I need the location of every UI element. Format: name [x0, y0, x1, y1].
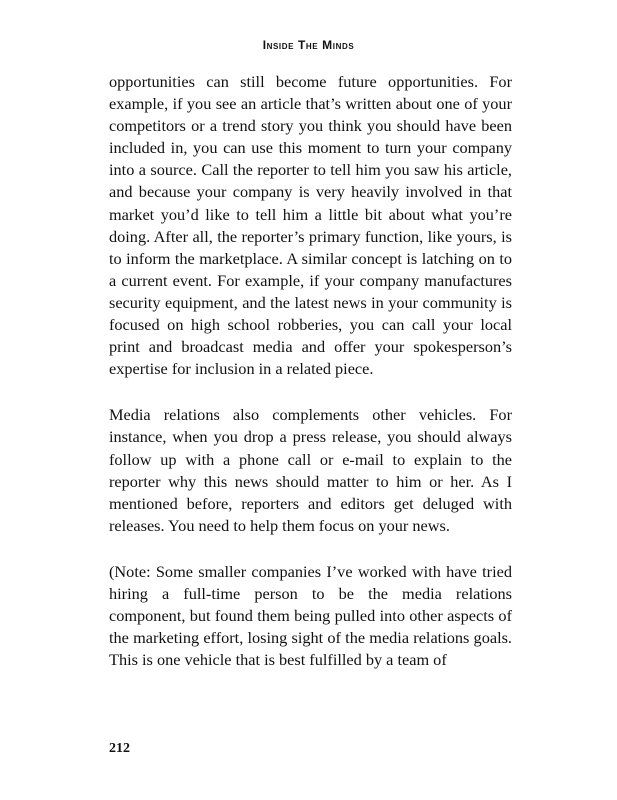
paragraph-2: Media relations also complements other vehicles. For instance, when you drop a press release, you should always follow up with a phone call or e-mail to explain to the reporter why this news should matter to him or her. As I mentioned before, reporters and editors get deluged with releases. You need to help them focus on your news.	[109, 405, 512, 535]
body-text	[109, 71, 512, 695]
page-number: 212	[109, 741, 130, 756]
running-header: Inside The Minds	[262, 38, 355, 52]
paragraph-1: opportunities can still become future opportunities. For example, if you see an article that’s written about one of your competitors or a trend story you think you should have been included in, you can use this moment to turn your company into a source. Call the reporter to tell him you saw his article, and because your company is very heavily involved in that market you’d like to tell him a little bit about what you’re doing. After all, the reporter’s primary function, like yours, is to inform the marketplace. A similar concept is latching on to a current event. For example, if your company manufactures security equipment, and the latest news in your community is focused on high school robberies, you can call your local print and broadcast media and offer your spokesperson’s expertise for inclusion in a related piece.	[109, 72, 512, 379]
paragraph-3: (Note: Some smaller companies I’ve worked with have tried hiring a full-time person to be the media relations component, but found them being pulled into other aspects of the marketing effort, losing sight of the media relations goals. This is one vehicle that is best fulfilled by a team of	[109, 561, 512, 670]
